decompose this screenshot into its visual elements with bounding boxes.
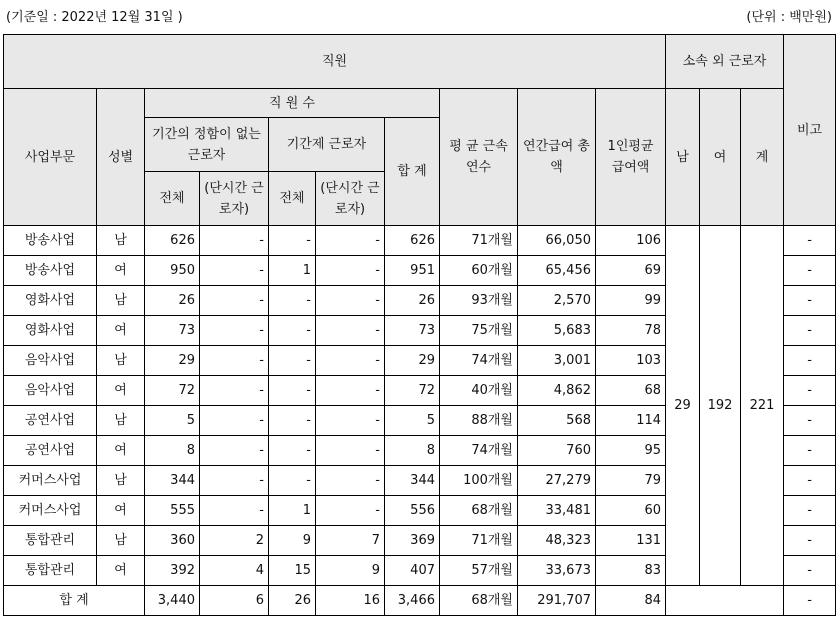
division-cell: 통합관리 [4, 526, 97, 556]
headcount-total-cell: 626 [385, 226, 440, 256]
note-cell: - [784, 226, 836, 256]
fixed-all-cell: 1 [269, 256, 316, 286]
headcount-total-header: 합 계 [385, 118, 440, 226]
table-row [4, 226, 836, 256]
headcount-total-cell: 73 [385, 316, 440, 346]
note-cell: - [784, 466, 836, 496]
fixed-part-cell: - [316, 226, 385, 256]
indefinite-part-cell: - [200, 496, 269, 526]
fixed-all-cell: - [269, 406, 316, 436]
headcount-total-cell: 8 [385, 436, 440, 466]
indefinite-part-header: (단시간 근로자) [200, 172, 269, 226]
fixed-all-cell: 9 [269, 526, 316, 556]
fixed-part-cell: - [316, 346, 385, 376]
note-header: 비고 [784, 35, 836, 226]
fixed-term-header: 기간제 근로자 [269, 118, 385, 172]
headcount-total-cell: 556 [385, 496, 440, 526]
gender-cell: 여 [97, 496, 145, 526]
avg-tenure-cell: 75개월 [440, 316, 518, 346]
avg-pay-cell: 83 [596, 556, 666, 586]
avg-tenure-cell: 74개월 [440, 436, 518, 466]
annual-pay-cell: 66,050 [518, 226, 596, 256]
employees-header: 직원 [4, 35, 666, 89]
indefinite-all-cell: 26 [145, 286, 200, 316]
avg-pay-cell: 95 [596, 436, 666, 466]
total-avg-pay-cell: 84 [596, 586, 666, 616]
headcount-header: 직 원 수 [145, 89, 440, 118]
fixed-part-cell: - [316, 436, 385, 466]
avg-pay-cell: 60 [596, 496, 666, 526]
indefinite-all-cell: 626 [145, 226, 200, 256]
outsourced-male-header: 남 [666, 89, 700, 226]
indefinite-part-cell: - [200, 316, 269, 346]
unit-label: (단위 : 백만원) [746, 10, 832, 25]
division-cell: 공연사업 [4, 436, 97, 466]
gender-cell: 남 [97, 406, 145, 436]
note-cell: - [784, 436, 836, 466]
note-cell: - [784, 316, 836, 346]
avg-tenure-cell: 68개월 [440, 496, 518, 526]
fixed-all-cell: 15 [269, 556, 316, 586]
avg-tenure-cell: 100개월 [440, 466, 518, 496]
annual-pay-cell: 4,862 [518, 376, 596, 406]
division-cell: 방송사업 [4, 226, 97, 256]
fixed-all-cell: - [269, 346, 316, 376]
gender-cell: 여 [97, 556, 145, 586]
total-fixed-part-cell: 16 [316, 586, 385, 616]
indefinite-all-cell: 360 [145, 526, 200, 556]
outsourced-sum-header: 계 [741, 89, 784, 226]
division-cell: 통합관리 [4, 556, 97, 586]
annual-pay-cell: 33,481 [518, 496, 596, 526]
gender-cell: 여 [97, 436, 145, 466]
fixed-part-cell: - [316, 496, 385, 526]
avg-tenure-cell: 71개월 [440, 226, 518, 256]
fixed-all-cell: 1 [269, 496, 316, 526]
indefinite-all-cell: 555 [145, 496, 200, 526]
annual-pay-header: 연간급여 총 액 [518, 89, 596, 226]
fixed-all-header: 전체 [269, 172, 316, 226]
indefinite-header: 기간의 정함이 없는 근로자 [145, 118, 269, 172]
gender-cell: 남 [97, 286, 145, 316]
annual-pay-cell: 48,323 [518, 526, 596, 556]
outsourced-male-cell: 29 [666, 226, 700, 586]
avg-tenure-cell: 57개월 [440, 556, 518, 586]
indefinite-all-cell: 8 [145, 436, 200, 466]
avg-pay-cell: 68 [596, 376, 666, 406]
annual-pay-cell: 33,673 [518, 556, 596, 586]
headcount-total-cell: 29 [385, 346, 440, 376]
fixed-part-cell: - [316, 286, 385, 316]
avg-pay-cell: 106 [596, 226, 666, 256]
total-row [4, 586, 836, 616]
total-indefinite-part-cell: 6 [200, 586, 269, 616]
headcount-total-cell: 344 [385, 466, 440, 496]
indefinite-all-cell: 5 [145, 406, 200, 436]
headcount-total-cell: 951 [385, 256, 440, 286]
division-cell: 영화사업 [4, 316, 97, 346]
headcount-total-cell: 26 [385, 286, 440, 316]
avg-pay-cell: 79 [596, 466, 666, 496]
avg-pay-cell: 78 [596, 316, 666, 346]
indefinite-all-cell: 392 [145, 556, 200, 586]
gender-cell: 여 [97, 316, 145, 346]
gender-cell: 남 [97, 526, 145, 556]
avg-tenure-cell: 93개월 [440, 286, 518, 316]
total-outsourced-blank [666, 586, 784, 616]
indefinite-all-header: 전체 [145, 172, 200, 226]
total-pay-cell: 291,707 [518, 586, 596, 616]
indefinite-part-cell: 4 [200, 556, 269, 586]
division-cell: 방송사업 [4, 256, 97, 286]
avg-pay-cell: 69 [596, 256, 666, 286]
fixed-part-cell: - [316, 316, 385, 346]
indefinite-part-cell: - [200, 346, 269, 376]
annual-pay-cell: 5,683 [518, 316, 596, 346]
total-tenure-cell: 68개월 [440, 586, 518, 616]
indefinite-part-cell: - [200, 406, 269, 436]
headcount-total-cell: 5 [385, 406, 440, 436]
indefinite-all-cell: 29 [145, 346, 200, 376]
division-cell: 음악사업 [4, 376, 97, 406]
avg-pay-cell: 131 [596, 526, 666, 556]
avg-pay-cell: 99 [596, 286, 666, 316]
headcount-total-cell: 72 [385, 376, 440, 406]
note-cell: - [784, 496, 836, 526]
division-cell: 공연사업 [4, 406, 97, 436]
division-cell: 음악사업 [4, 346, 97, 376]
annual-pay-cell: 2,570 [518, 286, 596, 316]
gender-cell: 남 [97, 226, 145, 256]
indefinite-part-cell: - [200, 286, 269, 316]
note-cell: - [784, 556, 836, 586]
fixed-all-cell: - [269, 316, 316, 346]
gender-cell: 여 [97, 376, 145, 406]
division-cell: 영화사업 [4, 286, 97, 316]
headcount-total-cell: 369 [385, 526, 440, 556]
avg-tenure-cell: 60개월 [440, 256, 518, 286]
fixed-all-cell: - [269, 376, 316, 406]
avg-tenure-cell: 88개월 [440, 406, 518, 436]
employee-status-table [3, 34, 836, 616]
fixed-part-cell: - [316, 466, 385, 496]
annual-pay-cell: 760 [518, 436, 596, 466]
fixed-part-cell: - [316, 256, 385, 286]
reference-date: (기준일 : 2022년 12월 31일 ) [6, 10, 183, 25]
indefinite-part-cell: - [200, 376, 269, 406]
indefinite-part-cell: - [200, 256, 269, 286]
avg-tenure-cell: 40개월 [440, 376, 518, 406]
indefinite-all-cell: 73 [145, 316, 200, 346]
table-meta [0, 0, 838, 30]
fixed-part-cell: - [316, 376, 385, 406]
avg-pay-header: 1인평균 급여액 [596, 89, 666, 226]
note-cell: - [784, 376, 836, 406]
indefinite-all-cell: 344 [145, 466, 200, 496]
fixed-all-cell: - [269, 226, 316, 256]
annual-pay-cell: 3,001 [518, 346, 596, 376]
note-cell: - [784, 406, 836, 436]
fixed-all-cell: - [269, 466, 316, 496]
note-cell: - [784, 286, 836, 316]
indefinite-all-cell: 950 [145, 256, 200, 286]
total-label-cell: 합 계 [4, 586, 145, 616]
total-indefinite-all-cell: 3,440 [145, 586, 200, 616]
fixed-part-header: (단시간 근로자) [316, 172, 385, 226]
outsourced-female-header: 여 [700, 89, 741, 226]
indefinite-part-cell: 2 [200, 526, 269, 556]
fixed-part-cell: - [316, 406, 385, 436]
annual-pay-cell: 27,279 [518, 466, 596, 496]
indefinite-part-cell: - [200, 226, 269, 256]
annual-pay-cell: 65,456 [518, 256, 596, 286]
avg-tenure-header: 평 균 근속연수 [440, 89, 518, 226]
outsourced-header: 소속 외 근로자 [666, 35, 784, 89]
indefinite-all-cell: 72 [145, 376, 200, 406]
division-cell: 커머스사업 [4, 466, 97, 496]
division-cell: 커머스사업 [4, 496, 97, 526]
avg-tenure-cell: 71개월 [440, 526, 518, 556]
headcount-total-cell: 407 [385, 556, 440, 586]
indefinite-part-cell: - [200, 466, 269, 496]
avg-tenure-cell: 74개월 [440, 346, 518, 376]
fixed-all-cell: - [269, 436, 316, 466]
gender-cell: 남 [97, 466, 145, 496]
total-fixed-all-cell: 26 [269, 586, 316, 616]
annual-pay-cell: 568 [518, 406, 596, 436]
avg-pay-cell: 114 [596, 406, 666, 436]
gender-header: 성별 [97, 89, 145, 226]
indefinite-part-cell: - [200, 436, 269, 466]
note-cell: - [784, 526, 836, 556]
total-headcount-cell: 3,466 [385, 586, 440, 616]
total-note-cell: - [784, 586, 836, 616]
gender-cell: 여 [97, 256, 145, 286]
fixed-part-cell: 9 [316, 556, 385, 586]
fixed-all-cell: - [269, 286, 316, 316]
note-cell: - [784, 256, 836, 286]
fixed-part-cell: 7 [316, 526, 385, 556]
gender-cell: 남 [97, 346, 145, 376]
division-header: 사업부문 [4, 89, 97, 226]
note-cell: - [784, 346, 836, 376]
outsourced-total-cell: 221 [741, 226, 784, 586]
avg-pay-cell: 103 [596, 346, 666, 376]
outsourced-female-cell: 192 [700, 226, 741, 586]
